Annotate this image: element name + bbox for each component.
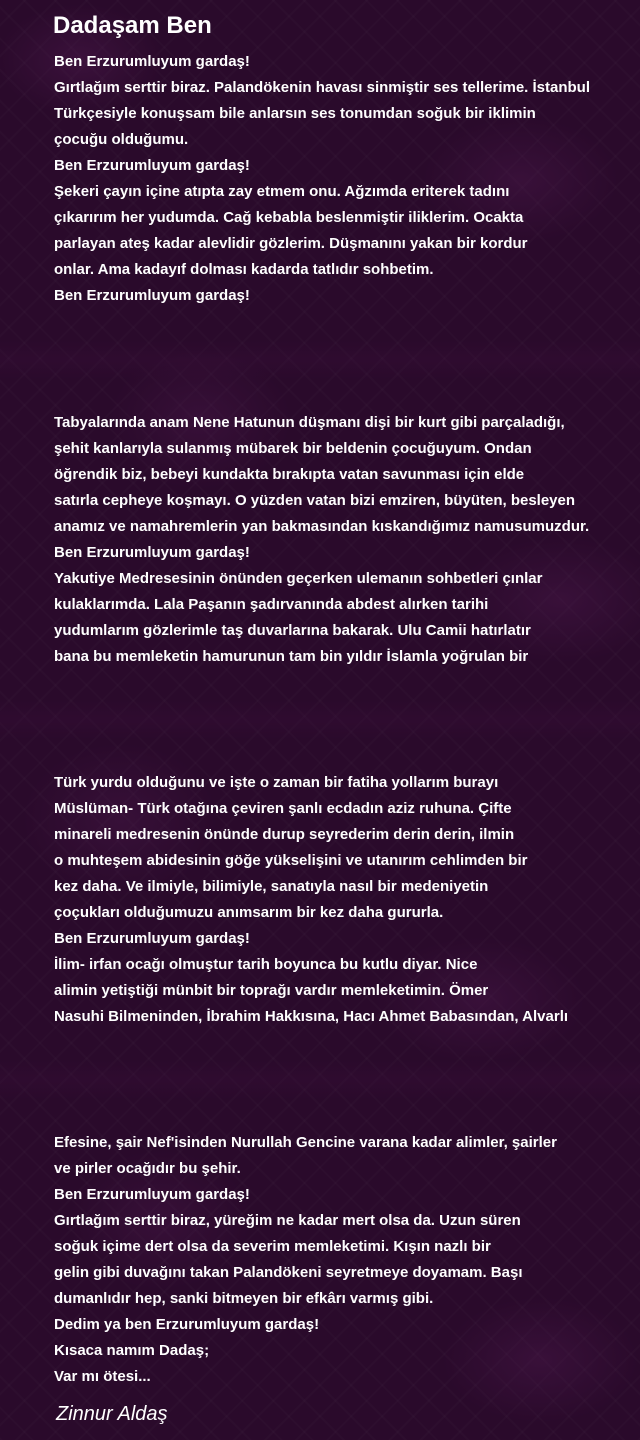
poem-line: Şekeri çayın içine atıpta zay etmem onu. Ağzımda eriterek tadını [54,183,510,200]
poem-line: onlar. Ama kadayıf dolması kadarda tatlıdır sohbetim. [54,261,434,278]
poem-line: bana bu memleketin hamurunun tam bin yıldır İslamla yoğrulan bir [54,648,529,665]
poem-author: Zinnur Aldaş [56,1403,168,1425]
poem-line: Var mı ötesi... [54,1368,151,1385]
poem-line: soğuk içime dert olsa da severim memleketimi. Kışın nazlı bir [54,1238,491,1255]
decorative-band [0,1060,640,1100]
poem-title: Dadaşam Ben [53,12,212,39]
poem-line: alimin yetiştiği münbit bir toprağı vardır memleketimin. Ömer [54,982,489,999]
poem-line: kez daha. Ve ilmiyle, bilimiyle, sanatıyla nasıl bir medeniyetin [54,878,489,895]
poem-line: şehit kanlarıyla sulanmış mübarek bir beldenin çocuğuyum. Ondan [54,440,532,457]
poem-line: minareli medresenin önünde durup seyrederim derin derin, ilmin [54,826,515,843]
poem-line: Dedim ya ben Erzurumluyum gardaş! [54,1316,320,1333]
poem-line: yudumlarım gözlerimle taş duvarlarına bakarak. Ulu Camii hatırlatır [54,622,531,639]
poem-line: çıkarırım her yudumda. Cağ kebabla beslenmiştir iliklerim. Ocakta [54,209,524,226]
poem-line: Tabyalarında anam Nene Hatunun düşmanı dişi bir kurt gibi parçaladığı, [54,414,565,431]
poem-line: çoçukları olduğumuzu anımsarım bir kez daha gururla. [54,904,444,921]
poem-line: Ben Erzurumluyum gardaş! [54,287,250,304]
poem-line: gelin gibi duvağını takan Palandökeni seyretmeye doyamam. Başı [54,1264,523,1281]
poem-line: ve pirler ocağıdır bu şehir. [54,1160,241,1177]
stanza-1 [54,49,638,309]
poem-line: öğrendik biz, bebeyi kundakta bırakıpta vatan savunması için elde [54,466,525,483]
poem-line: dumanlıdır hep, sanki bitmeyen bir efkârı varmış gibi. [54,1290,434,1307]
poem-line: Gırtlağım serttir biraz. Palandökenin havası sinmiştir ses tellerime. İstanbul [54,79,591,96]
poem-line: anamız ve namahremlerin yan bakmasından kıskandığımız namusumuzdur. [54,518,590,535]
poem-line: Ben Erzurumluyum gardaş! [54,53,250,70]
poem-line: Türkçesiyle konuşsam bile anlarsın ses tonumdan soğuk bir iklimin [54,105,536,122]
poem-line: Ben Erzurumluyum gardaş! [54,1186,250,1203]
stanza-4 [54,1130,638,1390]
poem-line: Türk yurdu olduğunu ve işte o zaman bir fatiha yollarım burayı [54,774,499,791]
poem-line: satırla cepheye koşmayı. O yüzden vatan bizi emziren, büyüten, besleyen [54,492,576,509]
poem-line: parlayan ateş kadar alevlidir gözlerim. Düşmanını yakan bir kordur [54,235,528,252]
decorative-band [0,700,640,740]
poem-line: Kısaca namım Dadaş; [54,1342,210,1359]
poem-line: çocuğu olduğumu. [54,131,189,148]
poem-line: Müslüman- Türk otağına çeviren şanlı ecdadın aziz ruhuna. Çifte [54,800,512,817]
poem-line: Efesine, şair Nef'isinden Nurullah Gencine varana kadar alimler, şairler [54,1134,557,1151]
poem-line: Gırtlağım serttir biraz, yüreğim ne kadar mert olsa da. Uzun süren [54,1212,521,1229]
poem-line: o muhteşem abidesinin göğe yükselişini ve utanırım cehlimden bir [54,852,528,869]
poem-line: İlim- irfan ocağı olmuştur tarih boyunca bu kutlu diyar. Nice [54,956,478,973]
stanza-2 [54,410,638,670]
poem-line: kulaklarımda. Lala Paşanın şadırvanında abdest alırken tarihi [54,596,489,613]
poem-line: Nasuhi Bilmeninden, İbrahim Hakkısına, Hacı Ahmet Babasından, Alvarlı [54,1008,569,1025]
stanza-3 [54,770,638,1030]
decorative-band [0,340,640,380]
poem-line: Yakutiye Medresesinin önünden geçerken ulemanın sohbetleri çınlar [54,570,543,587]
poem-line: Ben Erzurumluyum gardaş! [54,157,250,174]
poem-line: Ben Erzurumluyum gardaş! [54,930,250,947]
poem-line: Ben Erzurumluyum gardaş! [54,544,250,561]
